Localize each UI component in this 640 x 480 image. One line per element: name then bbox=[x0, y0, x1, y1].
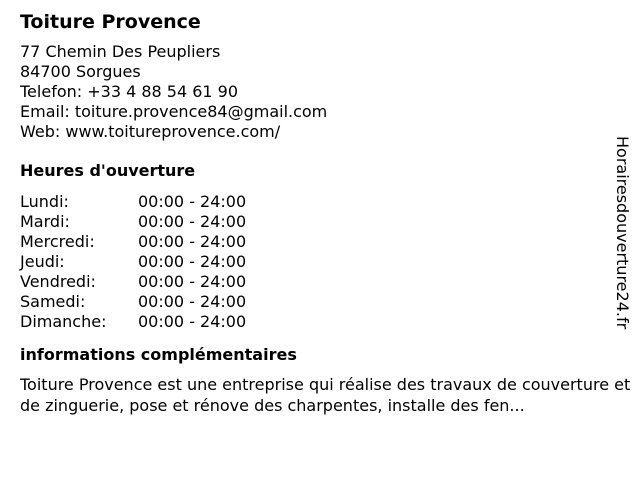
day-hours: 00:00 - 24:00 bbox=[138, 192, 247, 211]
day-label: Samedi: bbox=[20, 292, 86, 311]
day-hours: 00:00 - 24:00 bbox=[138, 312, 247, 331]
day-label: Dimanche: bbox=[20, 312, 107, 331]
address-street: 77 Chemin Des Peupliers bbox=[20, 42, 221, 61]
day-hours: 00:00 - 24:00 bbox=[138, 212, 247, 231]
phone-line: Telefon: +33 4 88 54 61 90 bbox=[20, 82, 239, 101]
day-hours: 00:00 - 24:00 bbox=[138, 272, 247, 291]
opening-hours-table bbox=[20, 192, 620, 332]
day-label: Jeudi: bbox=[20, 252, 65, 271]
hours-row-saturday bbox=[20, 292, 620, 312]
web-line: Web: www.toitureprovence.com/ bbox=[20, 122, 281, 141]
contact-block bbox=[20, 42, 620, 142]
hours-row-tuesday bbox=[20, 212, 620, 232]
day-hours: 00:00 - 24:00 bbox=[138, 232, 247, 251]
opening-hours-heading: Heures d'ouverture bbox=[20, 161, 196, 180]
day-label: Mardi: bbox=[20, 212, 70, 231]
day-label: Mercredi: bbox=[20, 232, 95, 251]
hours-row-sunday bbox=[20, 312, 620, 332]
hours-row-thursday bbox=[20, 252, 620, 272]
address-city: 84700 Sorgues bbox=[20, 62, 141, 81]
site-watermark: Horairesdouverture24.fr bbox=[613, 136, 632, 330]
email-line: Email: toiture.provence84@gmail.com bbox=[20, 102, 328, 121]
additional-info-heading: informations complémentaires bbox=[20, 345, 297, 364]
day-label: Lundi: bbox=[20, 192, 69, 211]
hours-row-friday bbox=[20, 272, 620, 292]
day-hours: 00:00 - 24:00 bbox=[138, 292, 247, 311]
hours-row-monday bbox=[20, 192, 620, 212]
business-description: Toiture Provence est une entreprise qui réalise des travaux de couverture et de zinguerie, pose et rénove des charpentes, installe des fen... bbox=[20, 375, 631, 415]
business-name: Toiture Provence bbox=[20, 11, 201, 33]
day-label: Vendredi: bbox=[20, 272, 96, 291]
day-hours: 00:00 - 24:00 bbox=[138, 252, 247, 271]
hours-row-wednesday bbox=[20, 232, 620, 252]
